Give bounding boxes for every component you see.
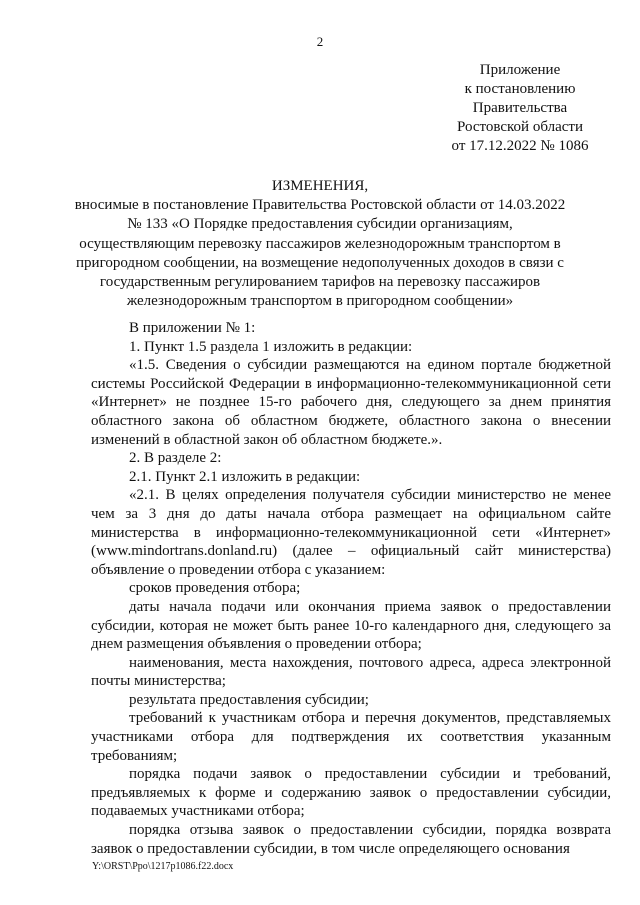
appendix-line: от 17.12.2022 № 1086	[451, 138, 589, 154]
paragraph: 1. Пункт 1.5 раздела 1 изложить в редакции:	[129, 338, 413, 355]
paragraph: наименования, места нахождения, почтового адреса, адреса электронной почты министерства;	[91, 654, 611, 690]
paragraph: сроков проведения отбора;	[129, 580, 301, 597]
paragraph: требований к участникам отбора и перечня документов, представляемых участниками отбора для подтверждения их соответствия указанным требованиям;	[91, 710, 611, 764]
document-subtitle: вносимые в постановление Правительства Ростовской области от 14.03.2022 № 133 «О Порядке предоставления субсидии организациям, осуществляющим перевозку пассажиров железнодорожным транспортом в пригородном сообщении, на возмещение недополученных доходов в связи с государственным регулированием тарифов на перевозку пассажиров железнодорожным транспортом в пригородном сообщении»	[74, 197, 566, 310]
paragraph: В приложении № 1:	[129, 320, 256, 336]
paragraph: 2. В разделе 2:	[129, 450, 222, 467]
page-number: 2	[316, 34, 324, 49]
appendix-line: к постановлению	[464, 81, 576, 97]
paragraph: порядка отзыва заявок о предоставлении субсидии, порядка возврата заявок о предоставлении субсидии, в том числе определяющего основания	[91, 822, 611, 857]
paragraph: «2.1. В целях определения получателя субсидии министерство не менее чем за 3 дня до даты начала отбора размещает на официальном сайте министерства в информационно-телекоммуникационной сети «Интернет» (www.mindortrans.donland.ru) (далее – официальный сайт министерства) объявление о проведении отбора с указанием:	[91, 487, 611, 578]
paragraph: «1.5. Сведения о субсидии размещаются на едином портале бюджетной системы Российской Федерации в информационно-телекоммуникационной сети «Интернет» не позднее 15-го рабочего дня, следующего за днем принятия областного закона об областном бюджете, областного закона о внесении изменений в областной закон об областном бюджете.».	[91, 357, 611, 448]
appendix-header	[420, 61, 620, 156]
paragraph: даты начала подачи или окончания приема заявок о предоставлении субсидии, которая не может быть ранее 10-го календарного дня, следующего за днем размещения объявления о проведении отбора;	[91, 598, 611, 653]
appendix-line: Приложение	[479, 62, 561, 78]
paragraph: 2.1. Пункт 2.1 изложить в редакции:	[129, 468, 361, 485]
appendix-line: Правительства	[472, 100, 568, 116]
document-body	[91, 319, 611, 858]
document-title: ИЗМЕНЕНИЯ,	[271, 178, 369, 194]
paragraph: результата предоставления субсидии;	[129, 691, 369, 708]
file-path-footer: Y:\ORST\Ppo\1217p1086.f22.docx	[92, 861, 234, 872]
paragraph: порядка подачи заявок о предоставлении субсидии и требований, предъявляемых к форме и содержанию заявок о предоставлении субсидии, подаваемых участниками отбора;	[91, 766, 611, 820]
appendix-line: Ростовской области	[457, 119, 583, 135]
